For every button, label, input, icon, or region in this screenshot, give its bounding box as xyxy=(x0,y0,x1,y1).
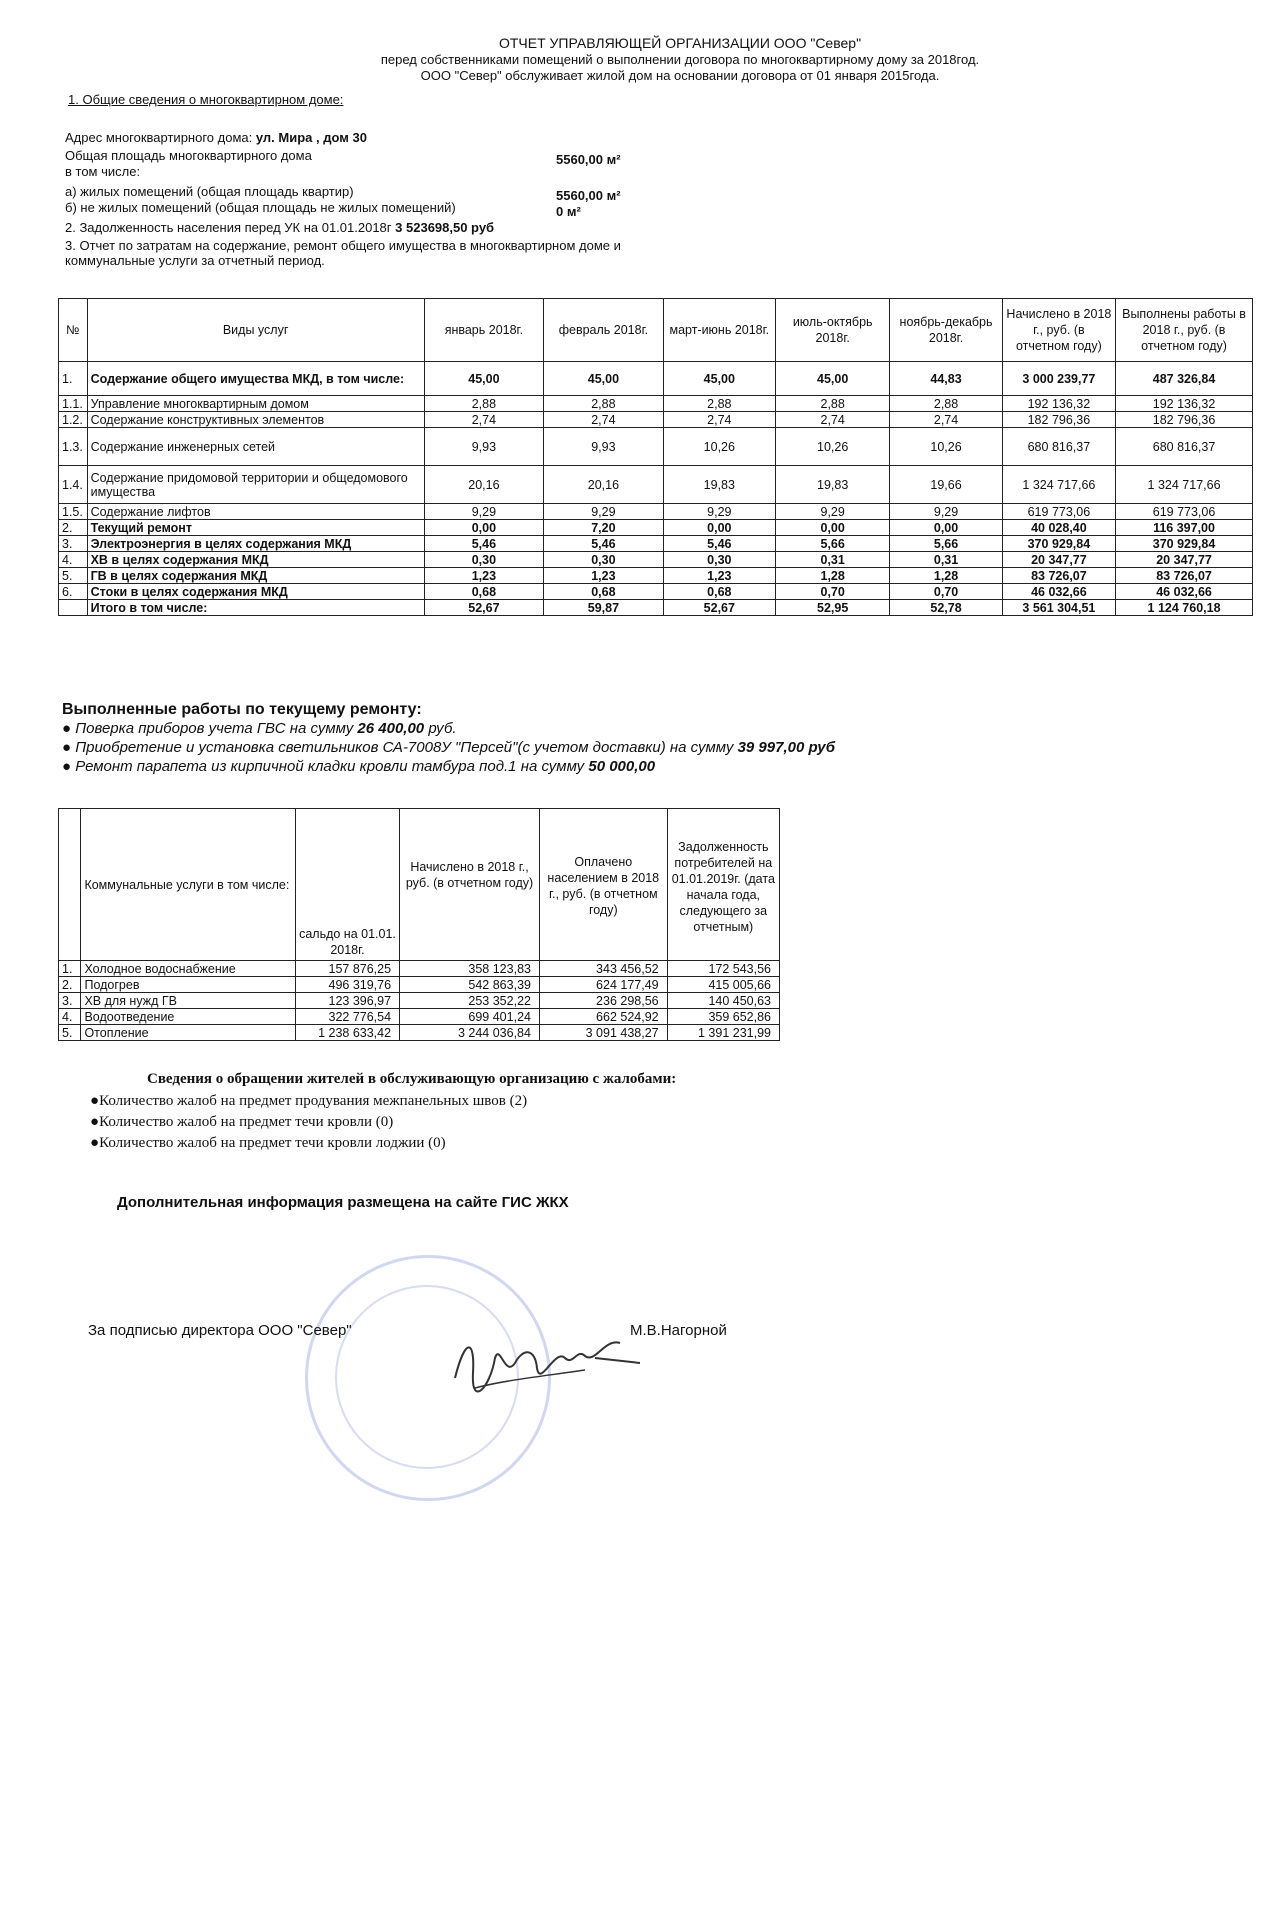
services-table xyxy=(58,298,1253,616)
value-cell: 10,26 xyxy=(890,428,1002,466)
report-subtitle: перед собственниками помещений о выполнении договора по многоквартирному дому за 2018год. xyxy=(380,52,980,67)
complaints-title: Сведения о обращении жителей в обслуживающую организацию с жалобами: xyxy=(147,1071,677,1087)
value-cell: 680 816,37 xyxy=(1002,428,1115,466)
table-row xyxy=(59,977,780,993)
complaint-item: ●Количество жалоб на предмет течи кровли лоджии (0) xyxy=(90,1135,446,1151)
row-number: 3. xyxy=(59,993,81,1009)
value-cell: 45,00 xyxy=(663,362,775,396)
value-cell: 358 123,83 xyxy=(400,961,540,977)
complaint-item-text: Количество жалоб на предмет течи кровли лоджии (0) xyxy=(99,1135,446,1151)
value-cell: 2,74 xyxy=(775,412,889,428)
value-cell: 2,74 xyxy=(890,412,1002,428)
col-header: Оплачено населением в 2018 г., руб. (в отчетном году) xyxy=(539,809,667,961)
utilities-table xyxy=(58,808,780,1041)
report-contract-line: ООО "Север" обслуживает жилой дом на основании договора от 01 января 2015года. xyxy=(420,68,940,83)
row-number: 5. xyxy=(59,568,88,584)
value-cell: 19,83 xyxy=(775,466,889,504)
utilities-table-header xyxy=(59,809,780,961)
repair-item-amount: 50 000,00 xyxy=(588,758,656,775)
including-label: в том числе: xyxy=(65,164,141,179)
table-row xyxy=(59,428,1253,466)
value-cell: 2,74 xyxy=(663,412,775,428)
nonliving-area-label: б) не жилых помещений (общая площадь не жилых помещений) xyxy=(65,200,456,215)
repair-item-amount: 26 400,00 xyxy=(357,720,425,737)
repair-item-amount: 39 997,00 руб xyxy=(737,739,836,756)
value-cell: 172 543,56 xyxy=(667,961,779,977)
value-cell: 83 726,07 xyxy=(1116,568,1253,584)
value-cell: 40 028,40 xyxy=(1002,520,1115,536)
value-cell: 2,88 xyxy=(424,396,544,412)
address-row xyxy=(65,130,367,146)
value-cell: 52,95 xyxy=(775,600,889,616)
service-name: ГВ в целях содержания МКД xyxy=(87,568,424,584)
value-cell: 182 796,36 xyxy=(1116,412,1253,428)
address-value: ул. Мира , дом 30 xyxy=(255,130,367,145)
value-cell: 10,26 xyxy=(663,428,775,466)
col-header: Начислено в 2018 г., руб. (в отчетном году) xyxy=(1002,299,1115,362)
debt-row xyxy=(65,220,494,236)
debt-label: 2. Задолженность населения перед УК на 01.01.2018г xyxy=(65,220,392,235)
value-cell: 699 401,24 xyxy=(400,1009,540,1025)
value-cell: 1,28 xyxy=(775,568,889,584)
value-cell: 46 032,66 xyxy=(1116,584,1253,600)
repair-item-text: Ремонт парапета из кирпичной кладки кровли тамбура под.1 на сумму xyxy=(75,758,585,775)
row-number: 1.1. xyxy=(59,396,88,412)
table-row xyxy=(59,362,1253,396)
value-cell: 619 773,06 xyxy=(1002,504,1115,520)
value-cell: 236 298,56 xyxy=(539,993,667,1009)
value-cell: 3 000 239,77 xyxy=(1002,362,1115,396)
row-number: 1.2. xyxy=(59,412,88,428)
value-cell: 0,68 xyxy=(544,584,664,600)
row-number: 2. xyxy=(59,977,81,993)
col-header: сальдо на 01.01. 2018г. xyxy=(295,809,399,961)
value-cell: 0,68 xyxy=(424,584,544,600)
value-cell: 1,23 xyxy=(424,568,544,584)
value-cell: 624 177,49 xyxy=(539,977,667,993)
row-number: 4. xyxy=(59,552,88,568)
row-number: 6. xyxy=(59,584,88,600)
value-cell: 2,88 xyxy=(544,396,664,412)
value-cell: 2,88 xyxy=(890,396,1002,412)
section1-heading: 1. Общие сведения о многоквартирном доме: xyxy=(68,92,344,107)
value-cell: 192 136,32 xyxy=(1002,396,1115,412)
row-number: 2. xyxy=(59,520,88,536)
value-cell: 0,30 xyxy=(424,552,544,568)
handwritten-signature xyxy=(445,1318,645,1413)
area-label: Общая площадь многоквартирного дома xyxy=(65,148,312,163)
value-cell: 1 238 633,42 xyxy=(295,1025,399,1041)
value-cell: 45,00 xyxy=(775,362,889,396)
value-cell: 2,74 xyxy=(544,412,664,428)
value-cell: 9,29 xyxy=(890,504,1002,520)
repairs-section xyxy=(62,700,835,776)
value-cell: 3 091 438,27 xyxy=(539,1025,667,1041)
value-cell: 359 652,86 xyxy=(667,1009,779,1025)
value-cell: 7,20 xyxy=(544,520,664,536)
value-cell: 0,00 xyxy=(890,520,1002,536)
repair-item-suffix: руб. xyxy=(428,720,457,737)
table-row xyxy=(59,536,1253,552)
value-cell: 370 929,84 xyxy=(1116,536,1253,552)
utility-name: Отопление xyxy=(81,1025,295,1041)
value-cell: 20,16 xyxy=(544,466,664,504)
table-row xyxy=(59,396,1253,412)
repair-item: ● Ремонт парапета из кирпичной кладки кровли тамбура под.1 на сумму 50 000,00 xyxy=(62,758,656,775)
value-cell: 140 450,63 xyxy=(667,993,779,1009)
repairs-title: Выполненные работы по текущему ремонту: xyxy=(62,701,422,718)
value-cell: 9,93 xyxy=(544,428,664,466)
value-cell: 0,31 xyxy=(775,552,889,568)
col-header: Коммунальные услуги в том числе: xyxy=(81,809,295,961)
value-cell: 10,26 xyxy=(775,428,889,466)
repair-item-text: Поверка приборов учета ГВС на сумму xyxy=(75,720,354,737)
value-cell: 0,70 xyxy=(775,584,889,600)
value-cell: 52,78 xyxy=(890,600,1002,616)
report-title: ОТЧЕТ УПРАВЛЯЮЩЕЙ ОРГАНИЗАЦИИ ООО "Север" xyxy=(498,35,862,51)
value-cell: 0,00 xyxy=(663,520,775,536)
nonliving-area-value: 0 м² xyxy=(556,204,581,219)
table-row xyxy=(59,993,780,1009)
value-cell: 415 005,66 xyxy=(667,977,779,993)
table-row xyxy=(59,552,1253,568)
table-row xyxy=(59,1025,780,1041)
repair-item: ● Приобретение и установка светильников СА-7008У "Персей"(с учетом доставки) на сумму 39 997,00 руб xyxy=(62,739,836,756)
value-cell: 680 816,37 xyxy=(1116,428,1253,466)
value-cell: 9,93 xyxy=(424,428,544,466)
value-cell: 20,16 xyxy=(424,466,544,504)
table-row xyxy=(59,466,1253,504)
area-value: 5560,00 м² xyxy=(556,152,621,167)
value-cell: 9,29 xyxy=(424,504,544,520)
value-cell: 59,87 xyxy=(544,600,664,616)
value-cell: 1,28 xyxy=(890,568,1002,584)
row-number: 1. xyxy=(59,961,81,977)
value-cell: 157 876,25 xyxy=(295,961,399,977)
address-label: Адрес многоквартирного дома: xyxy=(65,130,253,145)
value-cell: 496 319,76 xyxy=(295,977,399,993)
value-cell: 45,00 xyxy=(424,362,544,396)
value-cell: 0,68 xyxy=(663,584,775,600)
row-number: 1. xyxy=(59,362,88,396)
signer-name: М.В.Нагорной xyxy=(630,1322,727,1339)
service-name: Содержание инженерных сетей xyxy=(87,428,424,466)
service-name: Содержание общего имущества МКД, в том числе: xyxy=(87,362,424,396)
service-name: Содержание конструктивных элементов xyxy=(87,412,424,428)
col-header: Виды услуг xyxy=(87,299,424,362)
value-cell: 20 347,77 xyxy=(1116,552,1253,568)
value-cell: 5,66 xyxy=(775,536,889,552)
living-area-label: а) жилых помещений (общая площадь квартир) xyxy=(65,184,354,199)
utility-name: Холодное водоснабжение xyxy=(81,961,295,977)
service-name: Стоки в целях содержания МКД xyxy=(87,584,424,600)
table-row xyxy=(59,412,1253,428)
repair-item-text: Приобретение и установка светильников СА-7008У "Персей"(с учетом доставки) на сумму xyxy=(75,739,734,756)
section3-line1: 3. Отчет по затратам на содержание, ремонт общего имущества в многоквартирном доме и xyxy=(65,238,621,253)
value-cell: 1 324 717,66 xyxy=(1116,466,1253,504)
table-row xyxy=(59,520,1253,536)
value-cell: 192 136,32 xyxy=(1116,396,1253,412)
utility-name: Подогрев xyxy=(81,977,295,993)
additional-info: Дополнительная информация размещена на сайте ГИС ЖКХ xyxy=(117,1194,569,1211)
value-cell: 1 124 760,18 xyxy=(1116,600,1253,616)
services-table-header xyxy=(59,299,1253,362)
value-cell: 5,46 xyxy=(544,536,664,552)
complaint-item-text: Количество жалоб на предмет продувания межпанельных швов (2) xyxy=(99,1093,528,1109)
table-row xyxy=(59,1009,780,1025)
complaint-item: ●Количество жалоб на предмет течи кровли (0) xyxy=(90,1114,394,1130)
value-cell: 1,23 xyxy=(663,568,775,584)
service-name: Текущий ремонт xyxy=(87,520,424,536)
value-cell: 1 324 717,66 xyxy=(1002,466,1115,504)
value-cell: 19,66 xyxy=(890,466,1002,504)
value-cell: 0,30 xyxy=(544,552,664,568)
value-cell: 0,70 xyxy=(890,584,1002,600)
table-row xyxy=(59,584,1253,600)
service-name: Содержание придомовой территории и общедомового имущества xyxy=(87,466,424,504)
living-area-value: 5560,00 м² xyxy=(556,188,621,203)
value-cell: 46 032,66 xyxy=(1002,584,1115,600)
value-cell: 662 524,92 xyxy=(539,1009,667,1025)
signature-label: За подписью директора ООО "Север" xyxy=(88,1322,352,1339)
repair-item: ● Поверка приборов учета ГВС на сумму 26 400,00 руб. xyxy=(62,720,457,737)
value-cell: 123 396,97 xyxy=(295,993,399,1009)
value-cell: 5,66 xyxy=(890,536,1002,552)
value-cell: 5,46 xyxy=(424,536,544,552)
utility-name: Водоотведение xyxy=(81,1009,295,1025)
value-cell: 619 773,06 xyxy=(1116,504,1253,520)
value-cell: 2,74 xyxy=(424,412,544,428)
col-header: Выполнены работы в 2018 г., руб. (в отчетном году) xyxy=(1116,299,1253,362)
value-cell: 0,00 xyxy=(775,520,889,536)
row-number: 5. xyxy=(59,1025,81,1041)
value-cell: 44,83 xyxy=(890,362,1002,396)
complaint-item-text: Количество жалоб на предмет течи кровли (0) xyxy=(99,1114,394,1130)
table-row xyxy=(59,504,1253,520)
value-cell: 0,31 xyxy=(890,552,1002,568)
service-name: Электроэнергия в целях содержания МКД xyxy=(87,536,424,552)
value-cell: 182 796,36 xyxy=(1002,412,1115,428)
value-cell: 5,46 xyxy=(663,536,775,552)
value-cell: 1,23 xyxy=(544,568,664,584)
value-cell: 322 776,54 xyxy=(295,1009,399,1025)
value-cell: 83 726,07 xyxy=(1002,568,1115,584)
row-number: 1.3. xyxy=(59,428,88,466)
row-number: 4. xyxy=(59,1009,81,1025)
value-cell: 20 347,77 xyxy=(1002,552,1115,568)
value-cell: 52,67 xyxy=(424,600,544,616)
value-cell: 9,29 xyxy=(544,504,664,520)
col-header: июль-октябрь 2018г. xyxy=(775,299,889,362)
value-cell: 116 397,00 xyxy=(1116,520,1253,536)
value-cell: 2,88 xyxy=(775,396,889,412)
row-number xyxy=(59,600,88,616)
value-cell: 0,30 xyxy=(663,552,775,568)
col-header: февраль 2018г. xyxy=(544,299,664,362)
row-number: 1.4. xyxy=(59,466,88,504)
col-header: Задолженность потребителей на 01.01.2019г. (дата начала года, следующего за отчетным) xyxy=(667,809,779,961)
value-cell: 3 561 304,51 xyxy=(1002,600,1115,616)
section3-line2: коммунальные услуги за отчетный период. xyxy=(65,253,325,268)
service-name: Управление многоквартирным домом xyxy=(87,396,424,412)
value-cell: 0,00 xyxy=(424,520,544,536)
value-cell: 542 863,39 xyxy=(400,977,540,993)
value-cell: 52,67 xyxy=(663,600,775,616)
col-header: № xyxy=(59,299,88,362)
row-number: 3. xyxy=(59,536,88,552)
value-cell: 19,83 xyxy=(663,466,775,504)
complaint-item: ●Количество жалоб на предмет продувания межпанельных швов (2) xyxy=(90,1093,528,1109)
col-header: Начислено в 2018 г., руб. (в отчетном году) xyxy=(400,809,540,961)
value-cell: 3 244 036,84 xyxy=(400,1025,540,1041)
value-cell: 2,88 xyxy=(663,396,775,412)
value-cell: 45,00 xyxy=(544,362,664,396)
col-header xyxy=(59,809,81,961)
service-name: Содержание лифтов xyxy=(87,504,424,520)
col-header: март-июнь 2018г. xyxy=(663,299,775,362)
table-row xyxy=(59,961,780,977)
value-cell: 487 326,84 xyxy=(1116,362,1253,396)
debt-value: 3 523698,50 руб xyxy=(395,220,495,235)
value-cell: 370 929,84 xyxy=(1002,536,1115,552)
row-number: 1.5. xyxy=(59,504,88,520)
service-name: Итого в том числе: xyxy=(87,600,424,616)
col-header: ноябрь-декабрь 2018г. xyxy=(890,299,1002,362)
value-cell: 9,29 xyxy=(775,504,889,520)
col-header: январь 2018г. xyxy=(424,299,544,362)
service-name: ХВ в целях содержания МКД xyxy=(87,552,424,568)
utility-name: ХВ для нужд ГВ xyxy=(81,993,295,1009)
value-cell: 9,29 xyxy=(663,504,775,520)
value-cell: 253 352,22 xyxy=(400,993,540,1009)
value-cell: 1 391 231,99 xyxy=(667,1025,779,1041)
table-row xyxy=(59,600,1253,616)
table-row xyxy=(59,568,1253,584)
value-cell: 343 456,52 xyxy=(539,961,667,977)
